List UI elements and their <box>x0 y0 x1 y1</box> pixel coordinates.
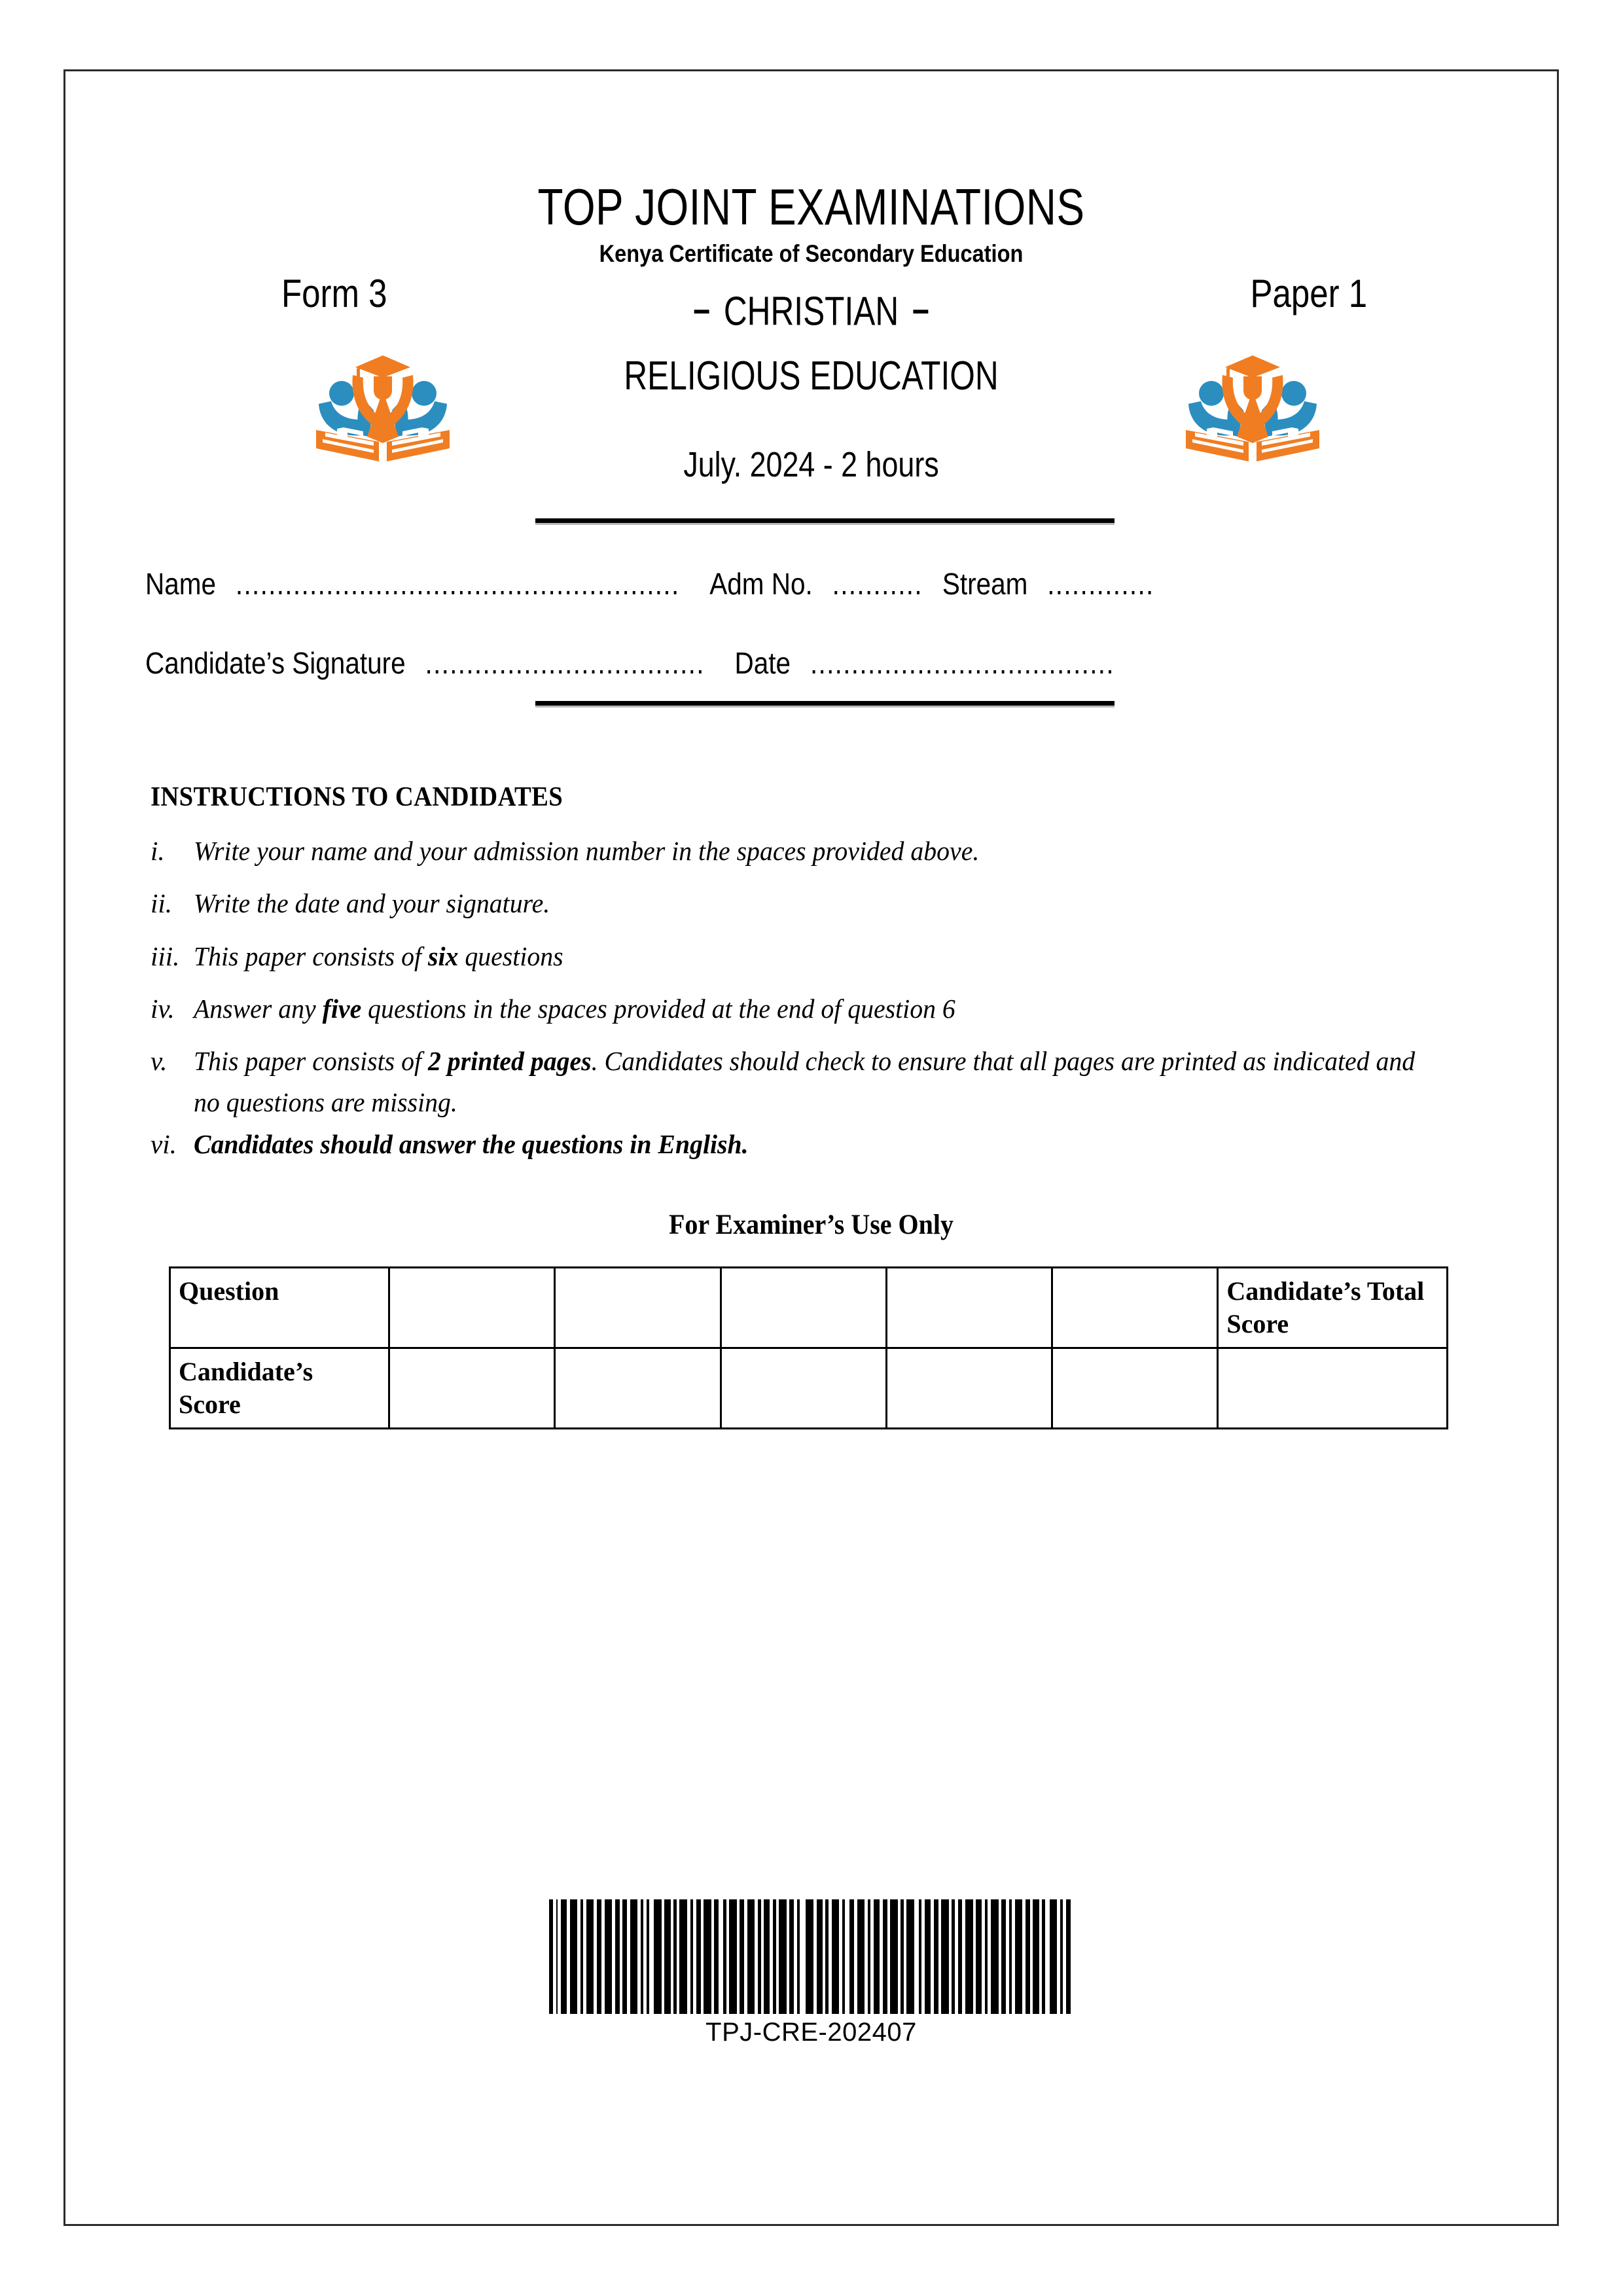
table-cell-blank[interactable] <box>1052 1268 1218 1348</box>
stream-input-line[interactable]: ............. <box>1047 567 1154 601</box>
date-label: Date <box>734 646 791 680</box>
adm-no-label: Adm No. <box>709 567 813 601</box>
instructions-heading: INSTRUCTIONS TO CANDIDATES <box>151 782 563 812</box>
instruction-number: iv. <box>151 993 175 1024</box>
name-input-line[interactable]: ...................................................... <box>235 567 680 601</box>
table-cell-blank[interactable] <box>555 1268 721 1348</box>
session-duration: July. 2024 - 2 hours <box>683 445 939 484</box>
instruction-number: v. <box>151 1046 168 1077</box>
instruction-item <box>151 988 1485 1029</box>
instruction-item <box>151 831 1485 871</box>
table-cell-blank[interactable] <box>886 1348 1052 1429</box>
instruction-fragment: This paper consists of <box>194 1046 428 1077</box>
instruction-number: ii. <box>151 888 173 919</box>
instruction-number: iii. <box>151 941 180 971</box>
school-logo-left <box>311 333 455 471</box>
instruction-fragment: questions in the spaces provided at the end of question 6 <box>361 993 955 1024</box>
table-cell-blank[interactable] <box>555 1348 721 1429</box>
instructions-list <box>151 831 1485 1166</box>
adm-no-input-line[interactable]: ........... <box>832 567 923 601</box>
instruction-fragment: Answer any <box>194 993 323 1024</box>
table-row <box>170 1268 1448 1348</box>
table-row <box>170 1348 1448 1429</box>
candidate-signature-row <box>145 645 1342 681</box>
examiner-table-body <box>170 1268 1448 1429</box>
instruction-text <box>194 883 1446 924</box>
instruction-text <box>194 1041 1446 1122</box>
table-row-label: Question <box>170 1268 389 1348</box>
page-title: TOP JOINT EXAMINATIONS <box>537 178 1085 236</box>
instruction-text <box>194 936 1446 977</box>
instruction-fragment: Write the date and your signature. <box>194 888 550 919</box>
table-total-blank[interactable] <box>1218 1348 1448 1429</box>
instruction-fragment: This paper consists of <box>194 941 428 971</box>
instruction-item <box>151 936 1485 977</box>
school-logo-right <box>1181 333 1325 471</box>
stream-label: Stream <box>942 567 1028 601</box>
table-cell-blank[interactable] <box>721 1348 886 1429</box>
header-divider-top <box>535 518 1115 525</box>
subject-title-line-1 <box>215 287 1408 335</box>
table-cell-blank[interactable] <box>886 1268 1052 1348</box>
instruction-fragment: questions <box>458 941 563 971</box>
table-cell-blank[interactable] <box>1052 1348 1218 1429</box>
table-cell-blank[interactable] <box>721 1268 886 1348</box>
signature-label: Candidate’s Signature <box>145 646 406 680</box>
instruction-text <box>194 988 1446 1029</box>
instruction-emphasis: Candidates should answer the questions in English <box>194 1128 742 1159</box>
dash-right: – <box>912 288 929 331</box>
signature-input-line[interactable]: .................................. <box>425 646 705 680</box>
instruction-fragment: Write your name and your admission number in the spaces provided above. <box>194 836 980 866</box>
page-border <box>63 69 1559 2226</box>
candidate-identity-row <box>145 566 1342 601</box>
instruction-fragment: . Candidates should check to ensure that all pages are printed as indicated and no questions are missing. <box>194 1046 1416 1117</box>
instruction-number: vi. <box>151 1128 177 1159</box>
instruction-fragment: . <box>741 1128 749 1159</box>
instruction-emphasis: six <box>427 941 459 971</box>
dash-left: – <box>693 288 711 331</box>
table-total-header: Candidate’s Total Score <box>1218 1268 1448 1348</box>
instruction-number: i. <box>151 836 165 866</box>
instruction-emphasis: five <box>322 993 362 1024</box>
exam-subtitle: Kenya Certificate of Secondary Education <box>599 240 1024 267</box>
instruction-item <box>151 1041 1485 1122</box>
barcode-label: TPJ-CRE-202407 <box>705 2018 917 2047</box>
table-cell-blank[interactable] <box>389 1348 555 1429</box>
date-input-line[interactable]: ..................................... <box>810 646 1115 680</box>
instruction-text <box>194 831 1446 871</box>
instruction-emphasis: 2 printed pages <box>427 1046 592 1077</box>
examiner-section-heading: For Examiner’s Use Only <box>668 1210 954 1240</box>
form-label: Form 3 <box>281 272 387 315</box>
barcode-area <box>65 1891 1557 2047</box>
subject-title-line-2: RELIGIOUS EDUCATION <box>624 353 999 399</box>
barcode-image <box>549 1899 1074 2014</box>
table-row-label: Candidate’s Score <box>170 1348 389 1429</box>
instruction-item <box>151 883 1485 924</box>
paper-label: Paper 1 <box>1250 272 1367 315</box>
examiner-score-table <box>169 1266 1448 1429</box>
header-divider-bottom <box>535 701 1115 708</box>
subject-name-part-1: CHRISTIAN <box>723 289 899 334</box>
table-cell-blank[interactable] <box>389 1268 555 1348</box>
name-label: Name <box>145 567 216 601</box>
instruction-text <box>194 1124 1446 1164</box>
instruction-item <box>151 1124 1485 1164</box>
